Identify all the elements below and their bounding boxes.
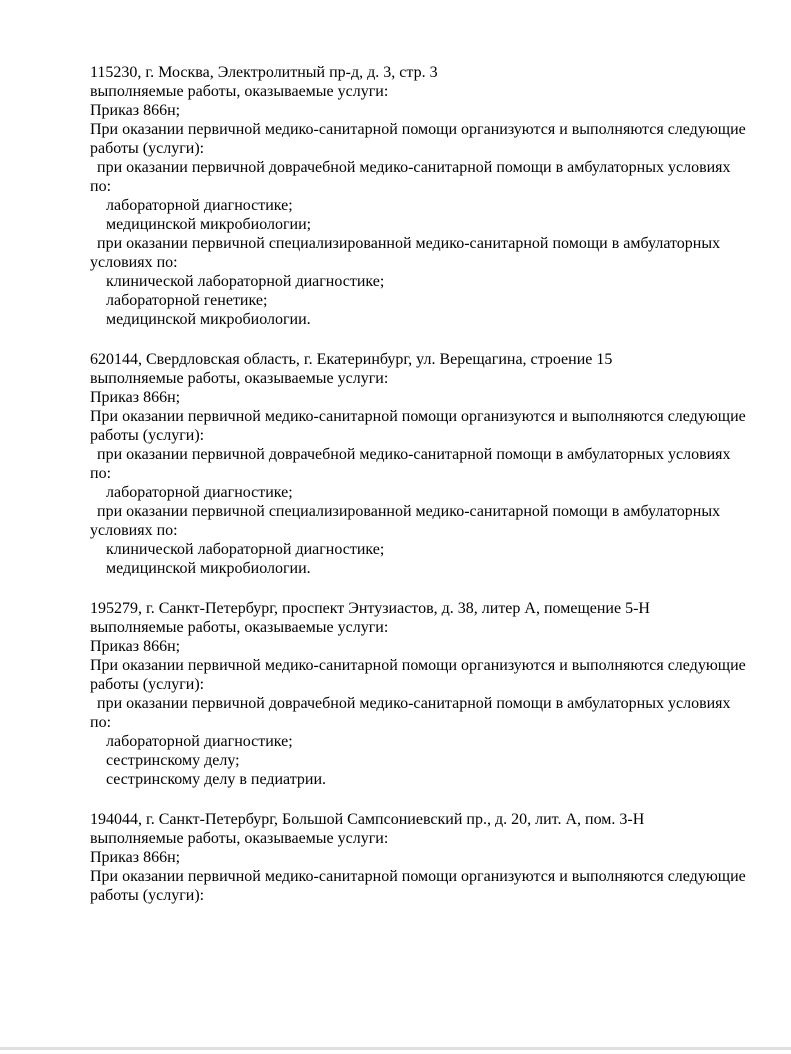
text-line: по: xyxy=(90,465,112,482)
text-line: выполняемые работы, оказываемые услуги: xyxy=(90,370,389,387)
text-line: При оказании первичной медико-санитарной помощи организуются и выполняются следующие xyxy=(90,868,746,885)
text-line: по: xyxy=(90,714,112,731)
text-line: медицинской микробиологии; xyxy=(106,216,312,233)
text-line: Приказ 866н; xyxy=(90,638,181,655)
address-block xyxy=(90,599,775,789)
address-line: 620144, Свердловская область, г. Екатеринбург, ул. Верещагина, строение 15 xyxy=(90,351,613,368)
text-line: лабораторной генетике; xyxy=(106,292,268,309)
text-line: Приказ 866н; xyxy=(90,102,181,119)
text-line: При оказании первичной медико-санитарной помощи организуются и выполняются следующие xyxy=(90,121,746,138)
bottom-divider xyxy=(0,1047,791,1050)
text-line: выполняемые работы, оказываемые услуги: xyxy=(90,830,389,847)
text-line: лабораторной диагностике; xyxy=(106,197,293,214)
text-line: клинической лабораторной диагностике; xyxy=(106,541,385,558)
text-line: условиях по: xyxy=(90,254,178,271)
text-line: работы (услуги): xyxy=(90,676,205,693)
text-line: по: xyxy=(90,178,112,195)
text-line: при оказании первичной доврачебной медико-санитарной помощи в амбулаторных условиях xyxy=(97,159,731,176)
text-line: при оказании первичной доврачебной медико-санитарной помощи в амбулаторных условиях xyxy=(97,446,731,463)
text-line: медицинской микробиологии. xyxy=(106,560,311,577)
text-line: выполняемые работы, оказываемые услуги: xyxy=(90,619,389,636)
text-line: При оказании первичной медико-санитарной помощи организуются и выполняются следующие xyxy=(90,408,746,425)
text-line: Приказ 866н; xyxy=(90,849,181,866)
text-line: работы (услуги): xyxy=(90,427,205,444)
address-block xyxy=(90,810,775,905)
address-block xyxy=(90,350,775,578)
address-line: 195279, г. Санкт-Петербург, проспект Энтузиастов, д. 38, литер А, помещение 5-Н xyxy=(90,600,650,617)
license-works-document xyxy=(90,63,775,905)
text-line: медицинской микробиологии. xyxy=(106,311,311,328)
text-line: лабораторной диагностике; xyxy=(106,733,293,750)
text-line: выполняемые работы, оказываемые услуги: xyxy=(90,83,389,100)
text-line: При оказании первичной медико-санитарной помощи организуются и выполняются следующие xyxy=(90,657,746,674)
text-line: работы (услуги): xyxy=(90,140,205,157)
text-line: при оказании первичной доврачебной медико-санитарной помощи в амбулаторных условиях xyxy=(97,695,731,712)
text-line: сестринскому делу; xyxy=(106,752,240,769)
text-line: сестринскому делу в педиатрии. xyxy=(106,771,327,788)
text-line: клинической лабораторной диагностике; xyxy=(106,273,385,290)
text-line: работы (услуги): xyxy=(90,887,205,904)
address-block xyxy=(90,63,775,329)
text-line: условиях по: xyxy=(90,522,178,539)
address-line: 194044, г. Санкт-Петербург, Большой Сампсониевский пр., д. 20, лит. А, пом. 3-Н xyxy=(90,811,645,828)
text-line: Приказ 866н; xyxy=(90,389,181,406)
address-line: 115230, г. Москва, Электролитный пр-д, д. 3, стр. 3 xyxy=(90,64,438,81)
text-line: при оказании первичной специализированной медико-санитарной помощи в амбулаторных xyxy=(97,235,721,252)
text-line: при оказании первичной специализированной медико-санитарной помощи в амбулаторных xyxy=(97,503,721,520)
text-line: лабораторной диагностике; xyxy=(106,484,293,501)
